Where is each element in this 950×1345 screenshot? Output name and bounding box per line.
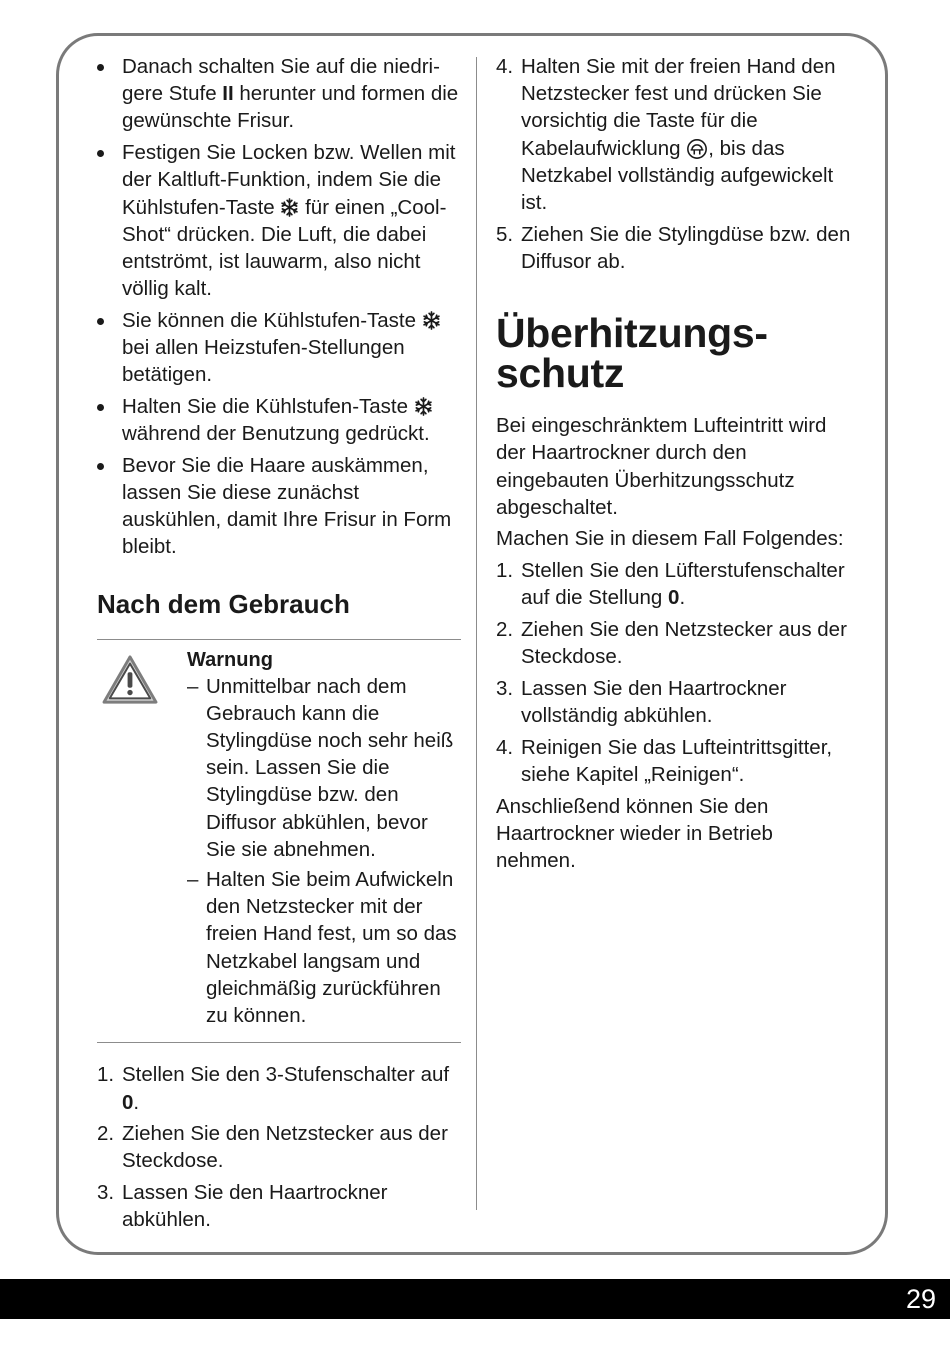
steps-list bbox=[97, 1061, 459, 1233]
bullet-list bbox=[97, 53, 459, 561]
dash-marker: – bbox=[187, 674, 199, 698]
cord-rewind-icon bbox=[686, 138, 708, 160]
list-item: – Unmittelbar nach dem Gebrauch kann die Stylingdüse noch sehr heiß sein. Lassen Sie die Stylingdüse bzw. den Diffusor abkühlen, bevor Sie sie abnehmen. bbox=[187, 674, 454, 861]
list-item: 2. Ziehen Sie den Netzstecker aus der Steckdose. bbox=[496, 618, 847, 669]
list-item: 1. Stellen Sie den Lüfterstufenschalter auf die Stellung 0. bbox=[496, 559, 845, 610]
dash-marker: – bbox=[187, 868, 199, 892]
outro-paragraph: Anschließend können Sie den Haartrockner wieder in Betrieb nehmen. bbox=[496, 794, 773, 873]
intro-paragraph: Bei eingeschränktem Lufteintritt wird der Haartrockner durch den eingebauten Überhitzungsschutz abgeschaltet. bbox=[496, 414, 827, 519]
section-heading: Überhitzungs- schutz bbox=[496, 310, 768, 397]
list-item: 3. Lassen Sie den Haartrockner abkühlen. bbox=[97, 1181, 388, 1232]
column-divider bbox=[476, 57, 477, 1210]
steps-list-continued bbox=[496, 53, 858, 275]
list-item: 3. Lassen Sie den Haartrockner vollständig abkühlen. bbox=[496, 676, 787, 728]
warning-triangle-icon bbox=[101, 654, 159, 706]
intro-paragraph-2: Machen Sie in diesem Fall Folgendes: bbox=[496, 527, 844, 551]
footer-bar bbox=[0, 1279, 950, 1319]
list-item: Danach schalten Sie auf die niedrigere Stufe II herunter und formen die gewünschte Frisur. bbox=[97, 53, 459, 135]
right-column bbox=[496, 53, 858, 879]
list-item: 2. Ziehen Sie den Netzstecker aus der Steckdose. bbox=[97, 1122, 448, 1173]
bullet-dot bbox=[97, 150, 104, 157]
list-item: 1. Stellen Sie den 3-Stufenschalter auf 0. bbox=[97, 1063, 450, 1114]
bullet-dot bbox=[97, 404, 104, 411]
list-item: 5. Ziehen Sie die Stylingdüse bzw. den Diffusor ab. bbox=[496, 222, 851, 273]
bullet-dot bbox=[97, 463, 104, 470]
snowflake-icon bbox=[280, 198, 299, 217]
section-heading: Nach dem Gebrauch bbox=[97, 588, 350, 619]
list-item: 4. Halten Sie mit der freien Hand den Netzstecker fest und drücken Sie vorsichtig die Taste für die Kabelaufwicklung , bis das Netzkabel vollständig aufgewickelt ist. bbox=[496, 55, 836, 215]
list-item: – Halten Sie beim Aufwickeln den Netzstecker mit der freien Hand fest, um so das Netzkabel langsam und gleichmäßig zurückführen zu können. bbox=[187, 868, 457, 1028]
bullet-dot bbox=[97, 318, 104, 325]
list-item: Sie können die Kühlstufen-Taste bei allen Heizstufen-Stellungen betätigen. bbox=[97, 307, 459, 389]
steps-list bbox=[496, 557, 858, 788]
snowflake-icon bbox=[422, 311, 441, 330]
warning-box bbox=[97, 639, 461, 1044]
list-item: 4. Reinigen Sie das Lufteintrittsgitter, siehe Kapitel „Reinigen“. bbox=[496, 735, 833, 787]
left-column bbox=[97, 53, 459, 1238]
snowflake-icon bbox=[414, 397, 433, 416]
warning-title: Warnung bbox=[187, 648, 273, 671]
list-item: Festigen Sie Locken bzw. Wellen mit der Kaltluft-Funktion, indem Sie die Kühlstufen-Taste für einen „Cool-Shot“ drücken. Die Luft, die dabei entströmt, ist lauwarm, also nicht völlig kalt. bbox=[97, 139, 459, 302]
list-item: Halten Sie die Kühlstufen-Taste während der Benutzung gedrückt. bbox=[97, 393, 459, 447]
list-item: Bevor Sie die Haare auskämmen, lassen Sie diese zunächst auskühlen, damit Ihre Frisur in Form bleibt. bbox=[97, 452, 459, 561]
bullet-dot bbox=[97, 64, 104, 71]
page-number: 29 bbox=[905, 1284, 936, 1314]
warning-list bbox=[187, 673, 461, 1030]
